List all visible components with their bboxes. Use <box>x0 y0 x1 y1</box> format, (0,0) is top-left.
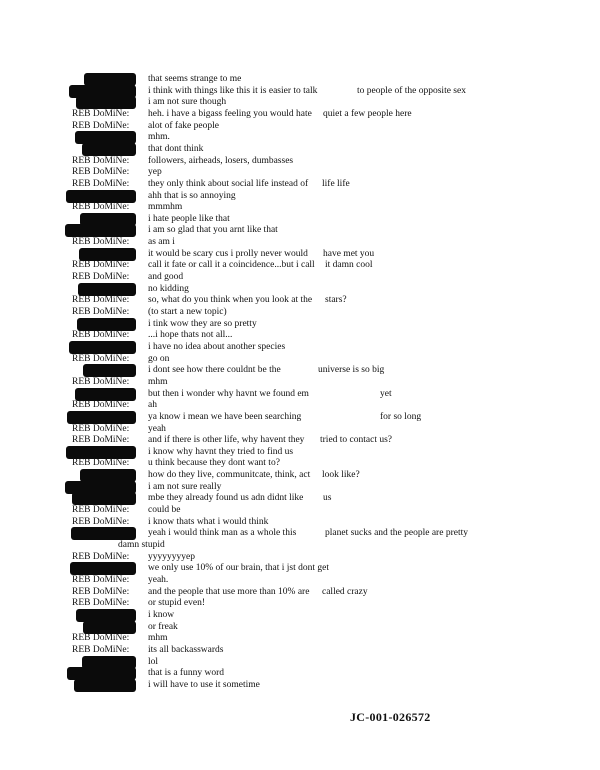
chat-line <box>0 412 600 423</box>
message-text: i am not sure though <box>148 97 227 108</box>
message-text: (to start a new topic) <box>148 307 227 317</box>
speaker-label: REB DoMiNe: <box>72 307 130 317</box>
speaker-label: REB DoMiNe: <box>72 237 130 248</box>
speaker-label: REB DoMiNe: <box>72 202 130 213</box>
speaker-label: REB DoMiNe: <box>72 586 130 597</box>
speaker-label: REB DoMiNe: <box>72 260 130 271</box>
redaction-bar <box>79 248 136 261</box>
message-text: or freak <box>148 621 178 632</box>
speaker-label: REB DoMiNe: <box>72 644 130 655</box>
message-text: yeah. <box>148 574 169 585</box>
message-text-continued: look like? <box>322 470 360 481</box>
redaction-bar <box>66 190 136 203</box>
chat-line <box>0 493 600 504</box>
chat-line <box>0 377 600 388</box>
chat-line <box>0 482 600 493</box>
message-text: and good <box>148 272 184 283</box>
message-text: ...i hope thats not all... <box>148 330 233 341</box>
chat-line <box>0 237 600 248</box>
redaction-bar <box>76 609 136 622</box>
message-text: go on <box>148 353 170 364</box>
speaker-label: REB DoMiNe: <box>72 516 130 527</box>
chat-line <box>0 622 600 633</box>
speaker-label: REB DoMiNe: <box>72 167 130 178</box>
message-text: u think because they dont want to? <box>148 458 280 469</box>
chat-line <box>0 552 600 563</box>
redaction-bar <box>75 388 136 401</box>
speaker-label: REB DoMiNe: <box>72 598 130 609</box>
chat-line <box>0 319 600 330</box>
message-text-continued: planet sucks and the people are pretty <box>325 528 468 539</box>
message-text: i have no idea about another species <box>148 341 286 352</box>
redaction-bar <box>77 318 136 331</box>
message-text: or stupid even! <box>148 598 205 609</box>
message-text: i know why havnt they tried to find us <box>148 446 294 457</box>
message-text: i am not sure really <box>148 481 222 492</box>
message-text: i tink wow they are so pretty <box>148 318 257 329</box>
chat-line <box>0 517 600 528</box>
chat-line <box>0 74 600 85</box>
message-text: heh. i have a bigass feeling you would hate <box>148 108 312 119</box>
chat-line <box>0 295 600 306</box>
message-text: ya know i mean we have been searching <box>148 411 302 422</box>
redaction-bar <box>82 143 136 156</box>
chat-line <box>0 424 600 435</box>
message-text: we only use 10% of our brain, that i jst dont get <box>148 563 329 574</box>
redaction-bar <box>83 621 136 634</box>
redaction-bar <box>71 527 136 540</box>
chat-line <box>0 191 600 202</box>
bates-number: JC-001-026572 <box>350 710 431 724</box>
chat-line <box>0 505 600 516</box>
chat-line <box>0 435 600 446</box>
message-text: damn stupid <box>118 540 165 550</box>
message-text: yeah i would think man as a whole this <box>148 528 297 539</box>
chat-line <box>0 179 600 190</box>
chat-line <box>0 563 600 574</box>
message-text: that is a funny word <box>148 668 224 679</box>
message-text-continued: called crazy <box>322 586 368 597</box>
speaker-label: REB DoMiNe: <box>72 423 130 434</box>
speaker-label: REB DoMiNe: <box>72 633 130 644</box>
chat-line <box>0 121 600 132</box>
message-text: alot of fake people <box>148 120 219 131</box>
message-text-continued: it damn cool <box>325 260 373 271</box>
message-text: its all backasswards <box>148 644 224 655</box>
chat-line <box>0 156 600 167</box>
chat-line <box>0 132 600 143</box>
speaker-label: REB DoMiNe: <box>72 108 130 119</box>
chat-line <box>0 657 600 668</box>
chat-line <box>0 447 600 458</box>
message-text: mbe they already found us adn didnt like <box>148 493 304 504</box>
chat-line <box>0 540 600 551</box>
message-text: mhm. <box>148 132 170 143</box>
speaker-label: REB DoMiNe: <box>72 155 130 166</box>
message-text-continued: us <box>323 493 332 504</box>
chat-line <box>0 458 600 469</box>
message-text-continued: tried to contact us? <box>320 435 393 446</box>
speaker-label: REB DoMiNe: <box>72 505 130 516</box>
chat-line <box>0 470 600 481</box>
message-text: call it fate or call it a coincidence...but i call <box>148 260 315 271</box>
chat-line <box>0 307 600 318</box>
message-text: i know thats what i would think <box>148 516 269 527</box>
message-text: followers, airheads, losers, dumbasses <box>148 155 294 166</box>
message-text: that seems strange to me <box>148 74 242 84</box>
speaker-label: REB DoMiNe: <box>72 400 130 411</box>
message-text: mhm <box>148 633 168 644</box>
chat-line <box>0 354 600 365</box>
chat-line <box>0 249 600 260</box>
speaker-label: REB DoMiNe: <box>72 435 130 446</box>
message-text: i dont see how there couldnt be the <box>148 365 281 376</box>
chat-line <box>0 97 600 108</box>
message-text: i hate people like that <box>148 213 230 224</box>
chat-line <box>0 575 600 586</box>
message-text-continued: life life <box>322 178 350 189</box>
message-text: yyyyyyyyep <box>148 551 195 562</box>
message-text: and if there is other life, why havent they <box>148 435 305 446</box>
redaction-bar <box>72 492 136 505</box>
chat-line <box>0 365 600 376</box>
chat-line <box>0 645 600 656</box>
message-text: i think with things like this it is easier to talk <box>148 85 318 96</box>
message-text: as am i <box>148 237 175 248</box>
speaker-label: REB DoMiNe: <box>72 574 130 585</box>
message-text: they only think about social life instead of <box>148 178 309 189</box>
redaction-bar <box>78 283 136 296</box>
redaction-bar <box>83 364 136 377</box>
chat-line <box>0 214 600 225</box>
chat-line <box>0 342 600 353</box>
redaction-bar <box>65 224 136 237</box>
message-text: i will have to use it sometime <box>148 679 260 690</box>
message-text: how do they live, communitcate, think, act <box>148 470 311 481</box>
speaker-label: REB DoMiNe: <box>72 272 130 283</box>
chat-line <box>0 610 600 621</box>
chat-line <box>0 86 600 97</box>
message-text-continued: have met you <box>323 248 375 259</box>
message-text: yep <box>148 167 162 178</box>
message-text-continued: for so long <box>380 411 422 422</box>
message-text-continued: yet <box>380 388 392 399</box>
chat-line <box>0 167 600 178</box>
speaker-label: REB DoMiNe: <box>72 330 130 341</box>
chat-line <box>0 400 600 411</box>
message-text: that dont think <box>148 143 204 154</box>
chat-line <box>0 109 600 120</box>
speaker-label: REB DoMiNe: <box>72 178 130 189</box>
redaction-bar <box>66 446 136 459</box>
speaker-label: REB DoMiNe: <box>72 376 130 387</box>
message-text: mmmhm <box>148 202 183 213</box>
speaker-label: REB DoMiNe: <box>72 295 130 306</box>
redaction-bar <box>67 411 136 424</box>
message-text-continued: to people of the opposite sex <box>357 85 466 96</box>
message-text: but then i wonder why havnt we found em <box>148 388 309 399</box>
redaction-bar <box>69 341 136 354</box>
speaker-label: REB DoMiNe: <box>72 458 130 469</box>
message-text-continued: quiet a few people here <box>323 108 412 119</box>
message-text: yeah <box>148 423 166 434</box>
speaker-label: REB DoMiNe: <box>72 551 130 562</box>
message-text: and the people that use more than 10% are <box>148 586 310 597</box>
message-text: lol <box>148 656 159 667</box>
chat-line <box>0 284 600 295</box>
redaction-bar <box>70 562 136 575</box>
message-text: ahh that is so annoying <box>148 190 236 201</box>
chat-line <box>0 144 600 155</box>
speaker-label: REB DoMiNe: <box>72 353 130 364</box>
message-text: mhm <box>148 376 168 387</box>
chat-line <box>0 633 600 644</box>
chat-line <box>0 680 600 691</box>
speaker-label: REB DoMiNe: <box>72 120 130 131</box>
message-text: no kidding <box>148 283 189 294</box>
chat-line <box>0 202 600 213</box>
redaction-bar <box>74 679 136 692</box>
message-text: i know <box>148 609 175 620</box>
chat-line <box>0 225 600 236</box>
chat-line <box>0 272 600 283</box>
chat-line <box>0 598 600 609</box>
message-text-continued: universe is so big <box>318 365 385 376</box>
chat-line <box>0 330 600 341</box>
message-text: it would be scary cus i prolly never would <box>148 248 308 259</box>
chat-line <box>0 260 600 271</box>
message-text: so, what do you think when you look at the <box>148 295 313 306</box>
message-text: i am so glad that you arnt like that <box>148 225 278 236</box>
chat-line <box>0 668 600 679</box>
redaction-bar <box>76 96 136 109</box>
message-text-continued: stars? <box>325 295 347 306</box>
message-text: ah <box>148 400 157 411</box>
chat-line <box>0 587 600 598</box>
chat-line <box>0 528 600 539</box>
chat-line <box>0 389 600 400</box>
message-text: could be <box>148 505 181 516</box>
